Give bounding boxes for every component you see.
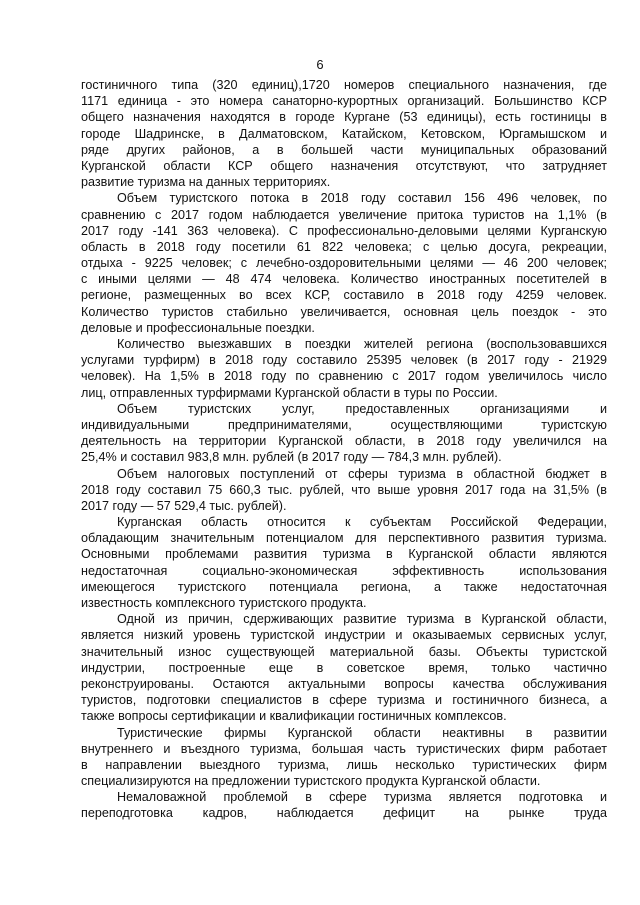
paragraph: [81, 611, 607, 724]
text-line: Одной из причин, сдерживающих развитие туризма в Курганской области,: [117, 612, 607, 627]
document-body: [81, 77, 607, 822]
text-line: деловые и профессиональные поездки.: [81, 320, 315, 335]
paragraph: [81, 336, 607, 401]
text-line: 2017 году — 57 529,4 тыс. рублей).: [81, 498, 287, 513]
text-line: обладающим значительным потенциалом для перспективного развития туризма.: [81, 531, 607, 546]
text-line: специализируются на предложении туристского продукта Курганской области.: [81, 774, 541, 789]
text-line: сравнению с 2017 годом наблюдается увеличение притока туристов на 1,1% (в: [81, 207, 607, 222]
text-line: Курганской области КСР общего назначения отсутствуют, что затрудняет: [81, 158, 607, 173]
text-line: 2018 году составил 75 660,3 тыс. рублей, что выше уровня 2017 года на 31,5% (в: [81, 482, 607, 497]
text-line: Объем туристского потока в 2018 году составил 156 496 человек, по: [117, 191, 607, 206]
paragraph: [81, 77, 607, 190]
text-line: городе Шадринске, в Далматовском, Катайском, Кетовском, Юргамышском и: [81, 126, 607, 141]
text-line: Объем туристских услуг, предоставленных организациями и: [117, 401, 607, 416]
text-line: Количество туристов стабильно увеличивается, основная цель поездок - это: [81, 304, 607, 319]
text-line: в направлении выездного туризма, лишь несколько туристических фирм: [81, 757, 607, 772]
text-line: является низкий уровень туристской индустрии и оказываемых сервисных услуг,: [81, 628, 607, 643]
text-line: известность комплексного туристского продукта.: [81, 596, 367, 610]
paragraph: [81, 789, 607, 821]
text-line: имеющегося туристского потенциала региона, а также недостаточная: [81, 579, 607, 594]
text-line: человек). На 1,5% в 2018 году по сравнению с 2017 годом увеличилось число: [81, 369, 607, 384]
text-line: также вопросы сертификации и квалификации гостиничных комплексов.: [81, 709, 507, 724]
text-line: услугами турфирм) в 2018 году составило 25395 человек (в 2017 году - 21929: [81, 353, 607, 368]
text-line: деятельность на территории Курганской области, в 2018 году увеличился на: [81, 434, 607, 449]
text-line: значительный износ существующей материальной базы. Объекты туристской: [81, 644, 607, 659]
paragraph: [81, 466, 607, 515]
text-line: 2017 году -141 363 человека). С профессионально-деловыми целями Курганскую: [81, 223, 607, 238]
text-line: гостиничного типа (320 единиц),1720 номеров специального назначения, где: [81, 78, 607, 92]
text-line: Основными проблемами развития туризма в Курганской области являются: [81, 547, 607, 562]
text-line: 1171 единица - это номера санаторно-курортных организаций. Большинство КСР: [81, 94, 607, 109]
text-line: развитие туризма на данных территориях.: [81, 175, 331, 190]
text-line: отдыха - 9225 человек; с лечебно-оздоровительными целями — 46 200 человек;: [81, 256, 607, 271]
paragraph: [81, 725, 607, 790]
text-line: Курганская область относится к субъектам Российской Федерации,: [117, 515, 607, 530]
text-line: реконструированы. Остаются актуальными вопросы качества обслуживания: [81, 676, 607, 691]
text-line: переподготовка кадров, наблюдается дефицит на рынке труда: [81, 806, 607, 821]
text-line: Немаловажной проблемой в сфере туризма является подготовка и: [117, 790, 607, 805]
text-line: туристов, подготовки специалистов в сфере туризма и гостиничного бизнеса, а: [81, 693, 607, 708]
paragraph: [81, 401, 607, 466]
text-line: внутреннего и въездного туризма, большая часть туристических фирм работает: [81, 741, 607, 756]
text-line: регионе, размещенных во всех КСР, составило в 2018 году 4259 человек.: [81, 288, 607, 303]
text-line: индивидуальными предпринимателями, осуществляющими туристскую: [81, 417, 607, 432]
text-line: общего назначения находятся в городе Кургане (53 единицы), есть гостиницы в: [81, 110, 607, 125]
text-line: Туристические фирмы Курганской области неактивны в развитии: [117, 725, 607, 740]
text-line: с иными целями — 48 474 человека. Количество иностранных посетителей в: [81, 272, 607, 287]
text-line: 25,4% и составил 983,8 млн. рублей (в 2017 году — 784,3 млн. рублей).: [81, 450, 502, 465]
paragraph: [81, 190, 607, 336]
text-line: недостаточная социально-экономическая эффективность использования: [81, 563, 607, 578]
page-number: 6: [316, 57, 324, 72]
paragraph: [81, 514, 607, 611]
text-line: индустрии, построенные еще в советское время, только частично: [81, 660, 607, 675]
text-line: лиц, отправленных турфирмами Курганской области в туры по России.: [81, 385, 498, 400]
text-line: область в 2018 году посетили 61 822 человека; с целью досуга, рекреации,: [81, 239, 607, 254]
text-line: Объем налоговых поступлений от сферы туризма в областной бюджет в: [117, 466, 607, 481]
text-line: ряде других районов, а в большей части муниципальных образований: [81, 142, 607, 157]
text-line: Количество выезжавших в поездки жителей региона (воспользовавшихся: [117, 337, 607, 351]
